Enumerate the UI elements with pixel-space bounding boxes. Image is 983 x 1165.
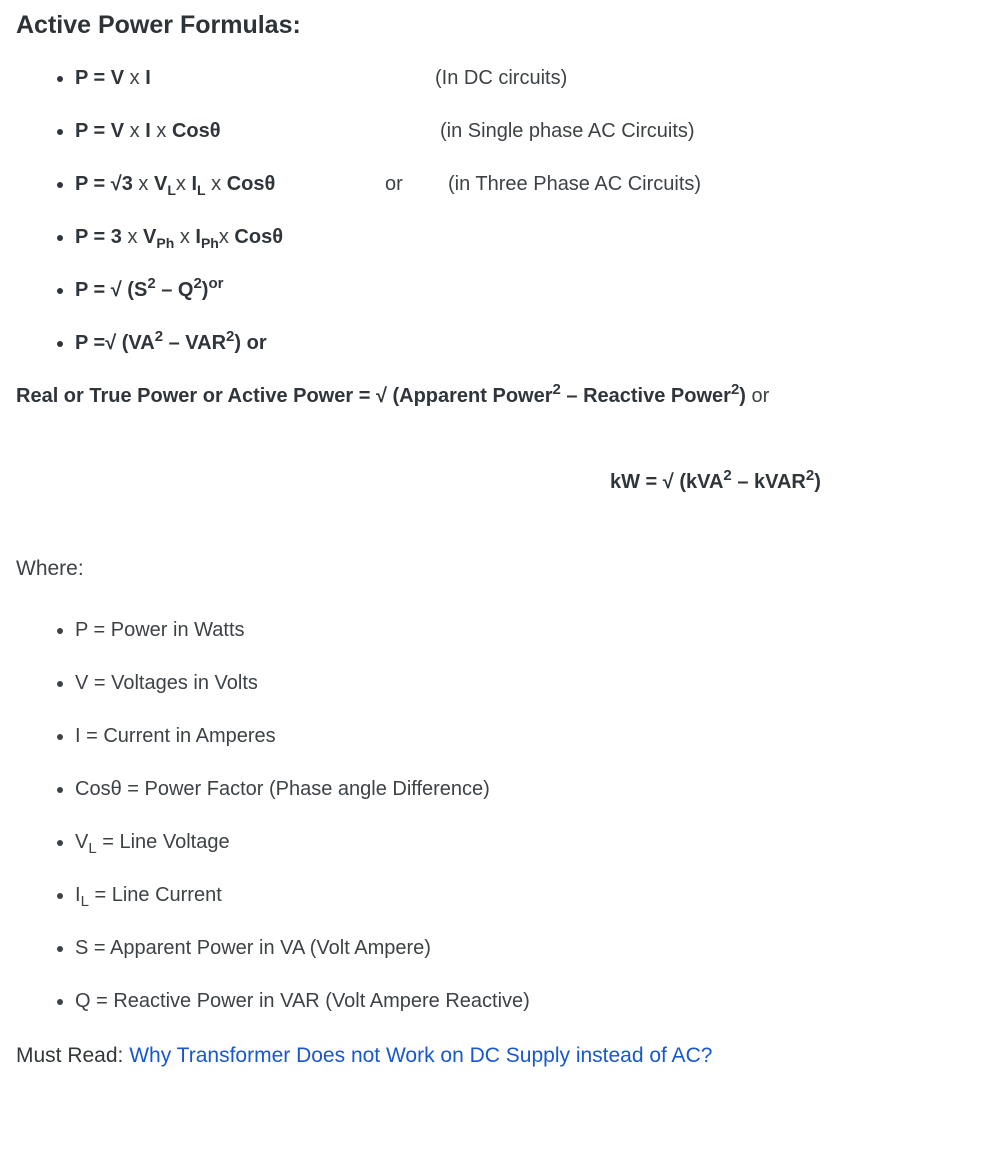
superscript: 2 <box>723 467 732 484</box>
formula-text: P =√ (VA <box>75 332 155 354</box>
multiply-sign: x <box>205 173 227 195</box>
formula-text: – kVAR <box>731 471 806 493</box>
formula-text: – Q <box>155 279 194 301</box>
formula-text: I <box>195 226 201 248</box>
formula-text: P = √3 <box>75 173 133 195</box>
formula-note: (in Single phase AC Circuits) <box>440 120 695 142</box>
formula-text: – Reactive Power <box>560 385 731 407</box>
formula-item-three-phase <box>75 173 967 196</box>
formula-text: I <box>145 67 151 89</box>
formula-note: (In DC circuits) <box>435 67 568 89</box>
superscript: 2 <box>805 467 815 484</box>
kw-formula <box>16 467 967 494</box>
formula-text: – VAR <box>163 332 227 354</box>
formula-text: P = V <box>75 67 125 89</box>
formula-item-single-phase <box>75 120 967 143</box>
superscript: 2 <box>147 275 156 292</box>
superscript-or: or <box>208 275 224 292</box>
multiply-sign: x <box>124 67 146 89</box>
subscript: L <box>197 182 206 198</box>
page-title: Active Power Formulas: <box>16 11 301 39</box>
multiply-sign: x <box>218 226 235 248</box>
formula-text: P = √ (S <box>75 279 148 301</box>
formula-text: Cosθ <box>171 120 221 142</box>
superscript: 2 <box>730 381 740 398</box>
multiply-sign: x <box>150 120 172 142</box>
formula-item-phase-values <box>75 226 967 249</box>
definition-text: = Line Voltage <box>96 831 230 853</box>
formula-text: P = V <box>75 120 125 142</box>
formula-text: P = 3 <box>75 226 122 248</box>
multiply-sign: x <box>174 226 196 248</box>
superscript: 2 <box>226 328 235 345</box>
subscript: Ph <box>200 235 219 251</box>
formula-item-va-var <box>75 328 967 355</box>
multiply-sign: x <box>132 173 154 195</box>
formula-text: ) <box>739 385 746 407</box>
symbol: I <box>75 884 81 906</box>
definition-list <box>16 619 967 1013</box>
where-label: Where: <box>16 557 84 580</box>
definition-item: • P = Power in Watts <box>75 619 967 642</box>
formula-item-sq <box>75 275 967 302</box>
formula-text: ) or <box>234 332 267 354</box>
formula-note: (in Three Phase AC Circuits) <box>448 173 702 195</box>
formula-text: Cosθ <box>226 173 276 195</box>
formula-text: Cosθ <box>234 226 283 248</box>
multiply-sign: x <box>121 226 144 248</box>
subscript: Ph <box>156 235 175 251</box>
symbol: V <box>75 831 89 853</box>
definition-item: • V = Voltages in Volts <box>75 672 967 695</box>
multiply-sign: x <box>175 173 192 195</box>
definition-item <box>75 884 967 910</box>
or-text: or <box>745 385 770 407</box>
must-read-label: Must Read: <box>16 1044 130 1067</box>
formula-text: ) <box>201 279 209 301</box>
superscript: 2 <box>552 381 561 398</box>
multiply-sign: x <box>124 120 146 142</box>
formula-text: ) <box>814 471 821 493</box>
must-read-link[interactable]: Why Transformer Does not Work on DC Supply instead of AC? <box>129 1044 713 1067</box>
definition-item: • I = Current in Amperes <box>75 725 967 748</box>
real-power-formula <box>16 381 967 408</box>
must-read <box>16 1043 967 1068</box>
subscript: L <box>88 840 97 857</box>
formula-text: I <box>145 120 151 142</box>
subscript: L <box>80 893 89 910</box>
formula-text: I <box>191 173 198 195</box>
definition-item: • S = Apparent Power in VA (Volt Ampere) <box>75 937 967 960</box>
definition-item: • Cosθ = Power Factor (Phase angle Difference) <box>75 778 967 801</box>
subscript: L <box>167 182 176 198</box>
superscript: 2 <box>154 328 164 345</box>
formula-text: kW = √ (kVA <box>610 471 724 493</box>
formula-list <box>16 67 967 355</box>
definition-item: • Q = Reactive Power in VAR (Volt Ampere Reactive) <box>75 990 967 1013</box>
definition-item <box>75 831 967 857</box>
or-text: or <box>385 173 403 195</box>
formula-item-dc <box>75 67 967 90</box>
superscript: 2 <box>193 275 202 292</box>
formula-text: Real or True Power or Active Power = √ (Apparent Power <box>16 385 553 407</box>
definition-text: = Line Current <box>88 884 222 906</box>
formula-text: V <box>143 226 157 248</box>
formula-text: V <box>154 173 168 195</box>
